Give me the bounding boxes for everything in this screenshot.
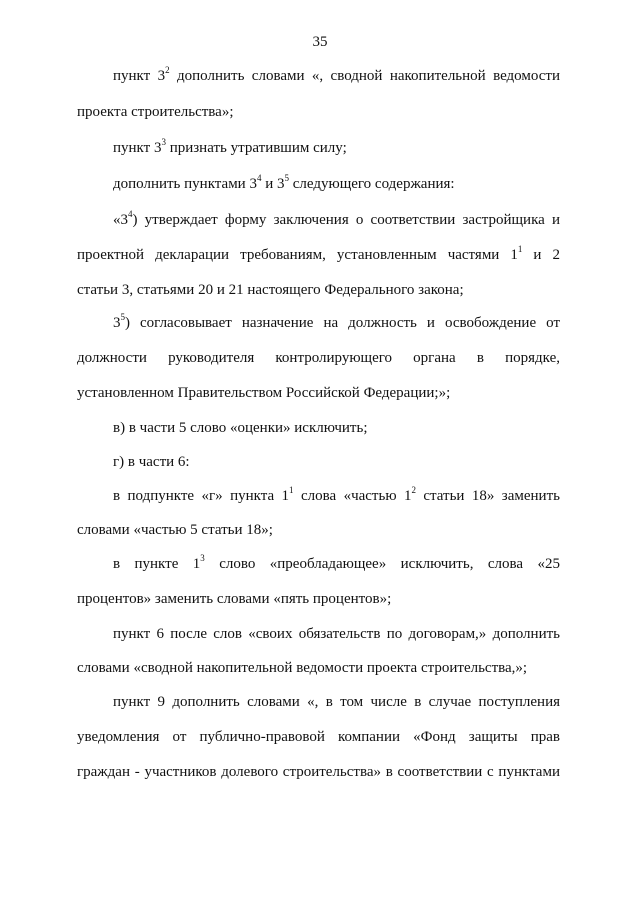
text-line	[77, 245, 560, 265]
text-line	[113, 692, 560, 712]
text-line	[113, 486, 560, 506]
text-line	[77, 383, 560, 403]
text-fragment: проектной декларации требованиям, установленным частями 1	[77, 247, 518, 263]
text-fragment: проекта строительства»;	[77, 104, 234, 120]
text-line	[77, 348, 560, 368]
text-fragment: слова «частью 1	[293, 488, 412, 504]
text-fragment: 3	[113, 315, 121, 331]
text-line	[77, 589, 560, 609]
text-line	[113, 452, 560, 472]
superscript-number: 2	[165, 65, 170, 75]
text-line	[113, 66, 560, 86]
text-fragment: слово «преобладающее» исключить, слова «25	[204, 556, 560, 572]
text-line	[77, 727, 560, 747]
text-fragment: «3	[113, 212, 128, 228]
text-fragment: ) согласовывает назначение на должность и освобождение от	[125, 315, 560, 331]
text-fragment: и 3	[261, 176, 285, 192]
text-fragment: дополнить пунктами 3	[113, 176, 257, 192]
superscript-number: 4	[128, 209, 133, 219]
text-line	[77, 658, 560, 678]
page-number: 35	[312, 34, 328, 50]
text-fragment: и 2	[522, 247, 561, 263]
text-fragment: в) в части 5 слово «оценки» исключить;	[113, 420, 368, 436]
text-line	[77, 102, 560, 122]
text-line	[113, 138, 560, 158]
text-fragment: процентов» заменить словами «пять процентов»;	[77, 591, 392, 607]
text-fragment: уведомления от публично-правовой компании «Фонд защиты прав	[77, 729, 560, 745]
superscript-number: 3	[200, 553, 205, 563]
superscript-number: 1	[289, 485, 294, 495]
superscript-number: 4	[256, 173, 262, 183]
text-fragment: граждан - участников долевого строительства» в соответствии с пунктами	[77, 764, 560, 780]
text-fragment: пункт 3	[113, 68, 166, 84]
text-line	[77, 520, 560, 540]
text-fragment: г) в части 6:	[113, 454, 190, 470]
text-fragment: словами «сводной накопительной ведомости проекта строительства,»;	[77, 660, 528, 676]
text-fragment: ) утверждает форму заключения о соответствии застройщика и	[132, 212, 560, 228]
text-line	[113, 418, 560, 438]
text-line	[113, 210, 560, 230]
text-fragment: пункт 3	[113, 140, 162, 156]
text-line	[113, 624, 560, 644]
text-fragment: в подпункте «г» пункта 1	[113, 488, 290, 504]
text-line	[113, 554, 560, 574]
text-fragment: в пункте 1	[113, 556, 201, 572]
text-line	[113, 313, 560, 333]
text-line	[77, 762, 560, 782]
text-fragment: должности руководителя контролирующего органа в порядке,	[77, 350, 560, 366]
superscript-number: 1	[517, 244, 523, 254]
superscript-number: 5	[284, 173, 289, 183]
text-fragment: словами «частью 5 статьи 18»;	[77, 522, 273, 538]
text-fragment: следующего содержания:	[289, 176, 455, 192]
text-fragment: статьи 18» заменить	[415, 488, 560, 504]
text-fragment: установленном Правительством Российской Федерации;»;	[77, 385, 451, 401]
text-fragment: статьи 3, статьями 20 и 21 настоящего Федерального закона;	[77, 282, 464, 298]
text-fragment: признать утратившим силу;	[165, 140, 347, 156]
text-fragment: дополнить словами «, сводной накопительной ведомости	[169, 68, 561, 84]
superscript-number: 2	[411, 485, 416, 495]
superscript-number: 3	[161, 137, 166, 147]
text-line	[113, 174, 560, 194]
text-fragment: пункт 6 после слов «своих обязательств по договорам,» дополнить	[113, 626, 560, 642]
text-line	[77, 280, 560, 300]
superscript-number: 5	[120, 312, 125, 322]
text-fragment: пункт 9 дополнить словами «, в том числе в случае поступления	[113, 694, 560, 710]
